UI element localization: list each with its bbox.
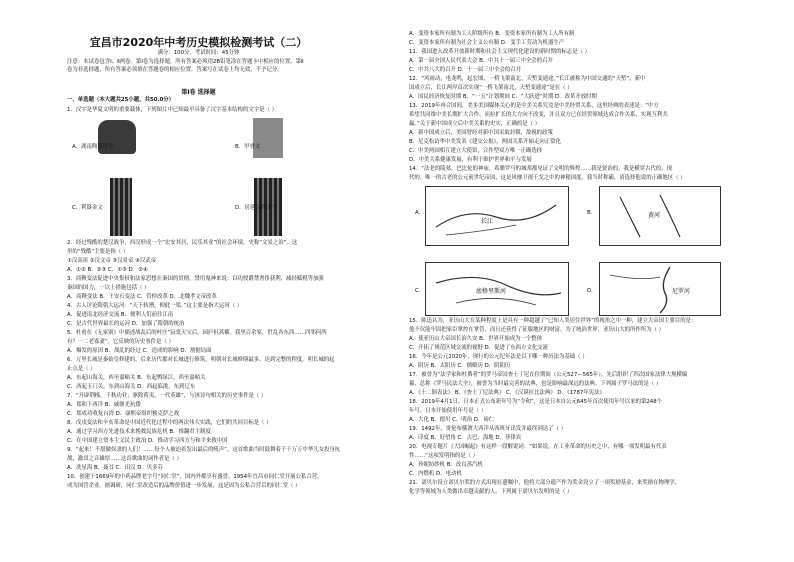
map-d-label: 尼罗河 (672, 288, 691, 295)
question-12-cont: 国成立后，长江两岸首次实现“一桥飞架南北，天堑变通途”是在（ ） (409, 85, 573, 91)
map-c-label: 底格里斯河 (476, 288, 507, 295)
notice-line-2: 卷为非选择题，所有答案必须填在答题卷的相应位置。答案写在试卷上均无效，不予记分。 (67, 67, 283, 73)
q13-option-c: C．中美两国相互建立大使馆，合作型双方唯一正确选择 (409, 148, 543, 154)
question-6: 6．万里长城是秦始皇修建的，后来历代都对长城进行修筑，明朝对长城修缮最多，达到完整的程度。明长城的起 (67, 357, 335, 363)
question-10-cont: 成为国营企业。据调研，同仁堂改造后的品牌价值进一步发展，这是因为公私合营后的同仁堂（ ） (67, 483, 301, 489)
q7-options-ab: A．郑和下西洋 B．戚继光抗倭 (67, 402, 141, 408)
right-column (409, 0, 794, 562)
question-6-cont: 止点是（ ） (67, 366, 96, 372)
question-20-cont: 性……”这项发明指的是（ ） (409, 453, 479, 459)
question-5-cont: 有？一二老寡妻”。它反映的历史事件是（ ） (67, 339, 174, 345)
map-d (599, 262, 721, 316)
q20-options-cd: C．内燃机 D．电动机 (409, 471, 462, 477)
question-4: 4．古人评论隋朝大运河：“天下转漕，仰此一渠。”这主要是指大运河（ ） (67, 303, 243, 309)
q14-option-c: C. (415, 288, 421, 294)
map-b (599, 186, 721, 246)
q2-options: A．①② B．②③ C．①③ D．②④ (67, 267, 148, 273)
notice-line-1: 注意：本试卷包含Ⅰ、Ⅱ两卷。第Ⅰ卷为选择题，所有答案必须用2B铅笔涂在答题卡中相应的位置。第Ⅱ (67, 59, 304, 65)
question-17-cont: 纂，总称《罗马民法大全》，被誉为当时最完善的法典，也是影响最深远的法典。下列属于罗马法的是（ ） (409, 381, 662, 387)
question-2-cont: 里的“残酷”主要是指（ ） (67, 249, 129, 255)
q12-options: A．国民经济恢复时期 B．“一五”计划期间 C．“大跃进”时期 D．改革开放时期 (409, 94, 597, 100)
question-19: 19．1492年，哥伦布横渡大西洋从西班牙出发并最终到达了（ ） (409, 426, 567, 432)
q10-options-cd: C．变资本家所有制为社会主义公有制 D．变手工劳动为机器生产 (409, 40, 565, 46)
q14-option-d: D. (587, 288, 593, 294)
q13-option-b: B．尼克松访华中美发表《建交公报》，两国关系开始走向正常化 (409, 139, 561, 145)
question-3-cont: 秦国的国力，一以上措施包括（ ） (67, 285, 150, 291)
q6-options-ab: A．东起山海关，西至嘉峪关 B．东起鸭绿江，西至嘉峪关 (67, 375, 206, 381)
map-b-label: 黄河 (648, 212, 661, 219)
question-21: 21．诺贝尔设立诺贝尔奖的方式出现在遗嘱中，他将大部分遗产作为奖金设立了一项奖励基金，来奖励在物理学、 (409, 480, 681, 486)
q19-options: A．印度 B．好望角 C．古巴、海地 D．菲律宾 (409, 435, 522, 441)
map-a-label: 长江 (481, 218, 494, 225)
question-16: 16．今年是公元2020年，现行的公元纪年法是以下哪一种历法为基础（ ） (409, 354, 588, 360)
q18-options: A．大化 B．德川 C．明治 D．裕仁 (409, 417, 495, 423)
question-15-cont: 他不仅能牢固把家臣掌控在掌管，而且还获得了征服地区的财富。为了统治世界，亚历山大的所作所为（ ） (409, 327, 665, 333)
q16-options: A．阴历 B．太阳历 C．儒略历 D．阴阳历 (409, 363, 511, 369)
question-3: 3．商鞅变法促进中央集权和法家思想在秦国的贯彻，禁用鬼神来说：以功授爵禁奢侈获利，减轻赋税等加强 (67, 276, 324, 282)
q1-option-d: D．居延汉简文字 (235, 205, 277, 211)
q15-options-cd: C．开拓了规范区域交流的视野 D．促进了东西方文化交流 (409, 345, 549, 351)
q15-options-ab: A．使亚历山大帝国长治久安 B．世界开始成为一个整体 (409, 336, 543, 342)
left-column (0, 0, 385, 562)
q8-options-ab: A．通过学习西方先进技术来挽救民族危机 B．推翻君主制度 (67, 429, 211, 435)
question-13-cont: 希望共同维中美长期扩大合作，而拉扩长的大方向不改变，并且双方已在经贸领域达成合作关系，实现互利共 (409, 112, 668, 118)
exam-meta: 满分：100分，考试时间：45分钟 (157, 50, 240, 56)
oracle-bone-image (253, 118, 283, 158)
q1-option-b: B．甲骨文 (235, 144, 261, 150)
question-10: 10．创建于1669年的中药品牌老字号“同仁堂”，国内外都享有盛誉。1954年宜昌市同仁堂开展公私合营， (67, 474, 323, 480)
section-1-heading: 一、单选题（本大题共25小题，共50.0分） (67, 97, 175, 103)
question-13-cont-2: 赢。”关于新中国成立后中美关系的史实，正确的是（ ） (409, 121, 541, 127)
question-20: 20．电视专题片《大国崛起》有这样一段解说词：“如果说，在工业革命的历史之中，有哪一项发明最有代表 (409, 444, 667, 450)
q17-options: A．《十二铜表法》 B．《查士丁尼法典》 C．《汉谟拉比法典》 D．《1787年宪法》 (409, 390, 605, 396)
map-a (425, 186, 569, 246)
q10-options-ab: A．变资本家所有制为工人阶级所有 B．变资本家所有制为工人所有制 (409, 31, 575, 37)
q11-options-ab: A．第一届全国人民代表大会 B．中共十一届三中全会的召开 (409, 58, 553, 64)
q1-option-c: C．利簋金文 (72, 205, 103, 211)
q3-options: A．商鞅变法 B．王安石变法 C．管仲改革 D．北魏孝文帝改革 (67, 294, 217, 300)
q8-options-cd: C．在中国建立资本主义民主政治 D．推动学习西方与和平来救中国 (67, 438, 228, 444)
question-1: 1．汉字是华夏文明的重要载体，下列图片中已知最早具备了汉字基本结构的文字是（ ） (67, 107, 277, 113)
page-title: 宜昌市2020年中考历史模拟检测考试（二） (89, 36, 308, 49)
question-15: 15．陈迅认为，亚历山大在某种程度上是具有一种超越了“已知人类居住世界”的视角之中一种，建立大帝国主要目的是： (409, 318, 697, 324)
question-18: 18．2019年4月1日，日本正式公布新年号为“令和”，这是日本自公元645年首次使用年号以来的第248个 (409, 399, 663, 405)
q7-options-cd: C．郑成功收复台湾 D．康熙帝组织雅克萨之战 (67, 411, 180, 417)
q5-options: A．爆发的原因 B．战乱的经过 C．造成的影响 D．割据局面 (67, 348, 212, 354)
question-9: 9．“起来！不愿做奴隶的人们！……每个人被迫着发出最后的吼声”，这首歌曲当时鼓舞着千千万万中华儿女投身抗 (67, 447, 341, 453)
q6-options-cd: C．西起玉门关，东到山海关 D．西起临洮，东到辽东 (67, 384, 196, 390)
q13-option-a: A．新中国成立后，美国曾经对新中国采取封锁、敌视的政策 (409, 130, 553, 136)
q14-option-a: A. (415, 210, 421, 216)
question-12: 12．“风雨动，电龙鸣，起宏图，一桥飞架南北，天堑变通途。”长江被称为中国交通的“天堑”。新中 (409, 76, 646, 82)
question-18-cont: 年号。日本开始使用年号是（ ） (409, 408, 487, 414)
question-17: 17．被誉为“法学家和杜撰者”的罗马帝国查士丁尼在位期间（公元527—565年），先后组织了四次国家法律大规模编 (409, 372, 688, 378)
q13-option-d: D．中美关系健康发展，有利于维护世界和平与发展 (409, 157, 532, 163)
part-1-title: 第Ⅰ卷 选择题 (181, 89, 216, 96)
map-c (425, 262, 569, 316)
question-7: 7．“开辟荆榛，千秋功业；驱除荷夷，一代英雄”，与该诗句相关的历史事件是（ ） (67, 393, 267, 399)
question-8: 8．戊戌变法和辛亥革命是中国近代化过程中的两次伟大实践，它们的共同目标是（ ） (67, 420, 272, 426)
question-2: 2．经过残酷的楚汉战争，西汉形成一个“宏安其居，民乐其业”的社会环境，史称“文景之治”。这 (67, 240, 298, 246)
question-5: 5．杜甫在《无家别》中描述战乱后的村庄“寂寞天宝后，园庐但蒿藜。我里百余家，世乱各东西……四邻何所 (67, 330, 327, 336)
q2-items: ①汉高祖 ②汉文帝 ③汉景帝 ④汉武帝 (67, 258, 157, 264)
bronze-inscription-image (110, 178, 132, 236)
question-9-cont: 战，激昂之音雄厚……这首歌曲的词作者是（ ） (67, 456, 182, 462)
q1-option-a: A．湖南陶器符号 (72, 144, 114, 150)
question-14: 14．“法老的陵墓，巴比伦的神庙，希腊罗马的城邦都见证了文明的辉煌……我是贤治的，我是横穿古代的、现 (409, 166, 673, 172)
q4-options-cd: C．是古代世界最长的运河 D．加强了隋朝的统治 (67, 321, 185, 327)
q9-options: A．冼星海 B．聂耳 C．田汉 D．贝多芬 (67, 465, 163, 471)
question-11: 11．我国进入改革开放新时期和社会主义现代化建设的新时期的标志是（ ） (409, 49, 591, 55)
q4-options-ab: A．促进南北经济交流 B．便利人们前往江南 (67, 312, 174, 318)
q20-options-ab: A．珍妮纺纱机 B．改良蒸汽机 (409, 462, 483, 468)
q14-option-b: B. (587, 210, 593, 216)
question-21-cont: 化学等领域为人类做出卓越贡献的人。下列属于诺贝尔发明的是（ ） (409, 489, 573, 495)
question-14-cont: 代的、唯一的古老的公元前世纪帝国，这是风靡卫视干戈之中的神秘国度。我当时称霸，请选择他说的正确地区（ ） (409, 175, 686, 181)
question-13: 13．2019年再合国间，美多美国媒体关心的是中美关系究竟是中美经贸关系，这里经典的表述是：“中方 (409, 103, 659, 109)
q11-options-cd: C．中共八大的召开 D．十一届三中全会的召开 (409, 67, 522, 73)
